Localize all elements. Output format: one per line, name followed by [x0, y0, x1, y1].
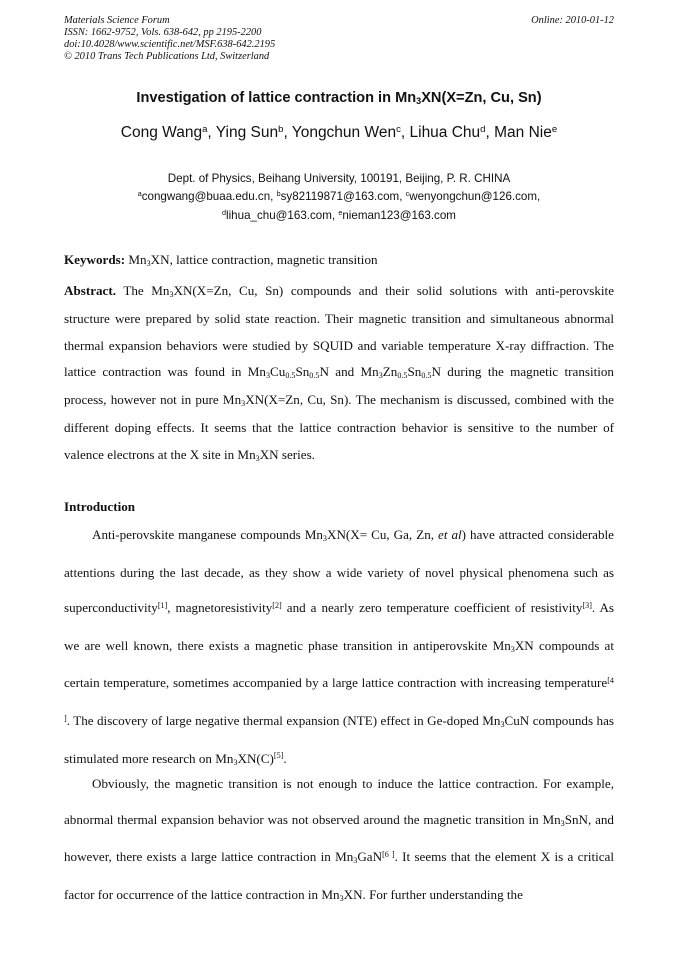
journal-doi: doi:10.4028/www.scientific.net/MSF.638-642.2195: [64, 39, 276, 50]
email-address: nieman123@163.com: [342, 209, 456, 222]
author-list: Cong Wang$^a$, Ying Sun$^b$, Yongchun Wen$^c$, Lihua Chu$^d$, Man Nie$^e$: [120, 123, 558, 141]
journal-name: Materials Science Forum: [64, 15, 170, 26]
author-name: Lihua Chu: [409, 124, 481, 141]
paper-title: Investigation of lattice contraction in $Mn_3XN(X=Zn$, Cu, Sn): [136, 90, 542, 107]
email-line: $^a$congwang@buaa.edu.cn, $^b$sy82119871@163.com, $^c$wenyongchun@126.com,: [137, 189, 541, 203]
email-address: wenyongchun@126.com: [409, 190, 538, 203]
author-name: Cong Wang: [120, 124, 203, 141]
citation-ref[interactable]: [6 ]: [382, 849, 395, 859]
intro-paragraph-2: Obviously, the magnetic transition is not enough to induce the lattice contraction. For example, abnormal thermal expansion behavior was not observed around the magnetic transition in $Mn_3SnN$, and however, there exists a large lattice contraction in $Mn_3GaN[6 ]$. It seems that the element X is a critical factor for occurrence of the lattice contraction in $Mn_3XN$. For further understanding the: [64, 776, 615, 903]
citation-ref[interactable]: [4 ]: [64, 675, 614, 723]
email-address: lihua_chu@163.com: [226, 209, 332, 222]
journal-issn: ISSN: 1662-9752, Vols. 638-642, pp 2195-2200: [64, 27, 262, 38]
abstract: Abstract. The $Mn_3XN(X=Zn$, Cu, Sn) compounds and their solid solutions with anti-perovskite structure were prepared by solid state reaction. Their magnetic transition and simultaneous abnormal thermal expansion behaviors were studied by SQUID and variable temperature X-ray diffraction. The lattice contraction was found in $Mn_3Cu_{0.5}Sn_{0.5}N$ and $Mn_3Zn_{0.5}Sn_{0.5}N$ during the magnetic transition process, however not in pure $Mn_3XN(X=Zn$, Cu, Sn). The mechanism is discussed, combined with the different doping effects. It seems that the lattice contraction behavior is sensitive to the number of valence electrons at the X site in $Mn_3XN$ series.: [64, 283, 614, 463]
section-heading-introduction: Introduction: [64, 499, 136, 514]
email-address: congwang@buaa.edu.cn: [141, 190, 271, 203]
email-line: $^d$lihua_chu@163.com, $^e$nieman123@163.com: [222, 208, 456, 222]
citation-ref[interactable]: [3]: [582, 600, 592, 610]
author-name: Man Nie: [494, 124, 552, 141]
keywords: Keywords: $Mn_3XN$, lattice contraction, magnetic transition: [64, 252, 378, 269]
author-name: Yongchun Wen: [291, 124, 397, 141]
citation-ref[interactable]: [2]: [272, 600, 282, 610]
intro-paragraph-1: Anti-perovskite manganese compounds $Mn_3XN(X= Cu$, Ga, Zn, et al) have attracted considerable attentions during the last decade, as they show a wide variety of novel physical phenomena such as superconductivity[1], magnetoresistivity[2] and a nearly zero temperature coefficient of resistivity[3]. As we are well known, there exists a magnetic phase transition in antiperovskite $Mn_3XN$ compounds at certain temperature, sometimes accompanied by a large lattice contraction with increasing temperature[4 ]. The discovery of large negative thermal expansion (NTE) effect in Ge-doped $Mn_3CuN$ compounds has stimulated more research on $Mn_3XN(C)[5]$.: [64, 527, 614, 767]
abstract-label: Abstract.: [64, 283, 116, 298]
citation-ref[interactable]: [5]: [273, 751, 284, 761]
affiliation-dept: Dept. of Physics, Beihang University, 100191, Beijing, P. R. CHINA: [167, 172, 511, 185]
citation-ref[interactable]: [1]: [157, 600, 168, 610]
keywords-label: Keywords:: [64, 252, 126, 267]
online-date: Online: 2010-01-12: [531, 15, 614, 26]
author-name: Ying Sun: [215, 124, 279, 141]
journal-copyright: © 2010 Trans Tech Publications Ltd, Switzerland: [64, 51, 270, 62]
email-address: sy82119871@163.com: [280, 190, 400, 203]
